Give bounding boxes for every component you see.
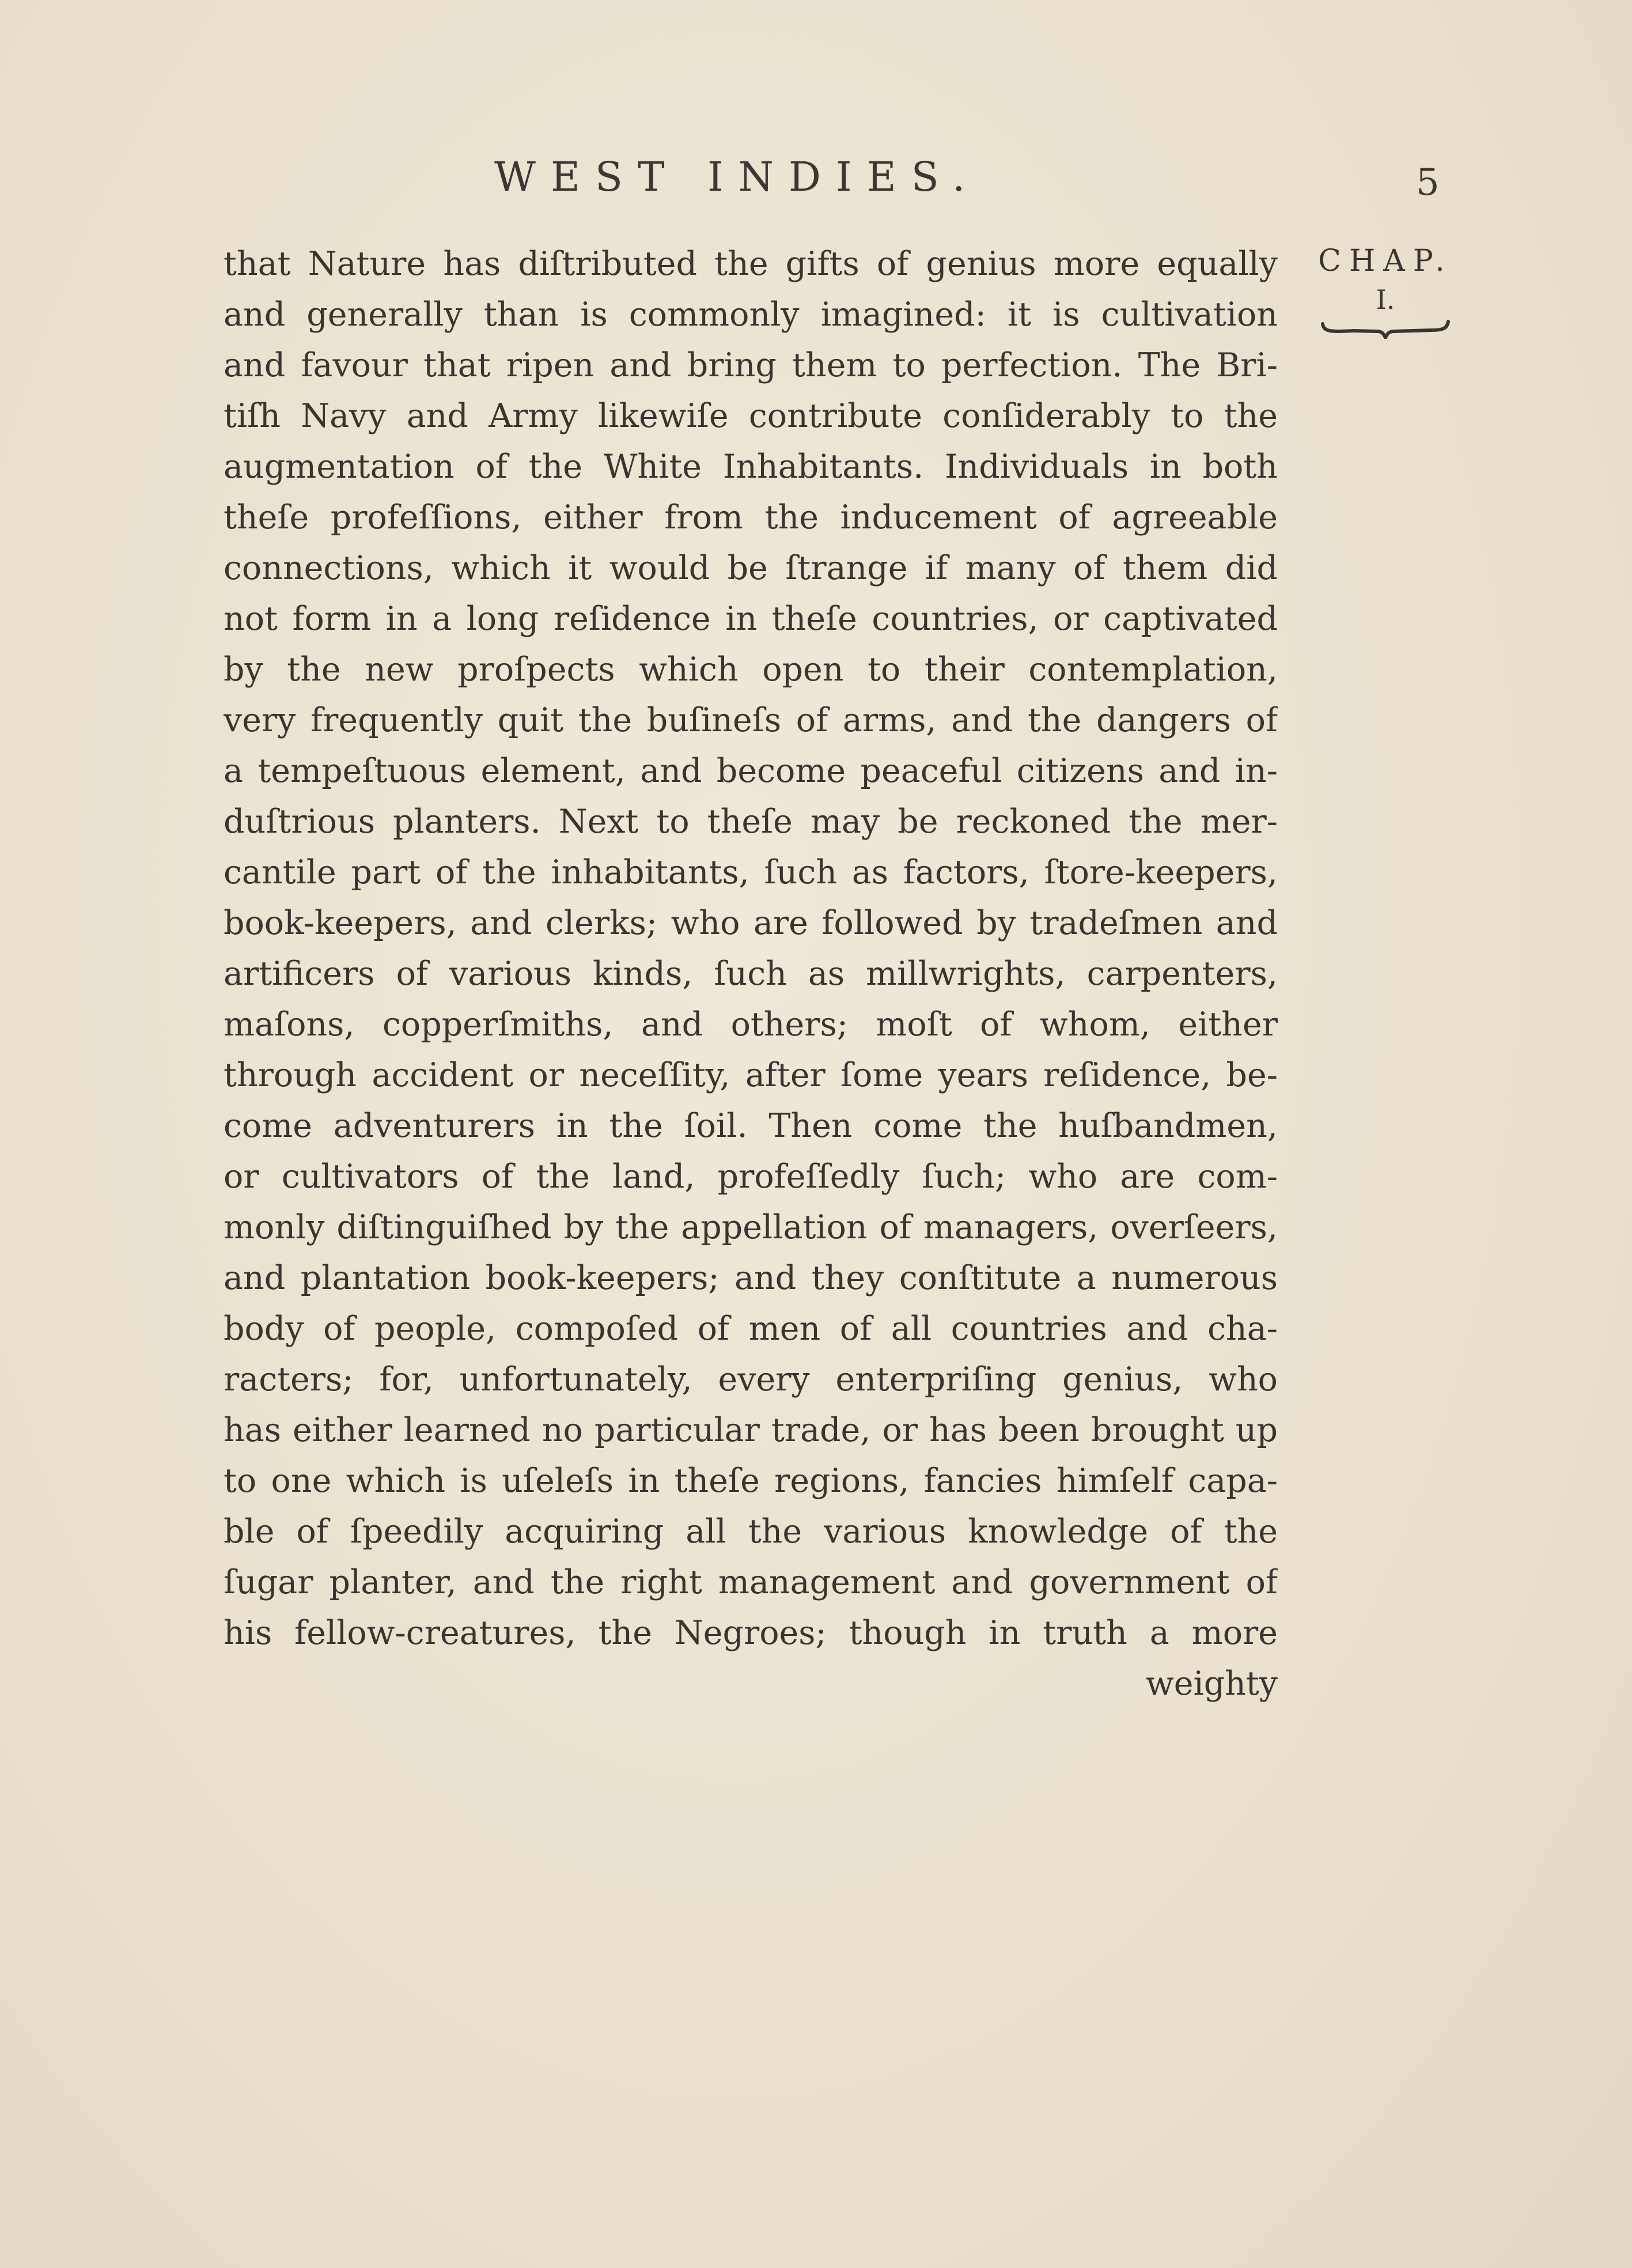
- text-line: book-keepers, and clerks; who are followed by tradeſmen and: [224, 904, 1278, 942]
- running-title: WEST INDIES.: [494, 153, 980, 201]
- text-line: to one which is uſeleſs in theſe regions, fancies himſelf capa-: [224, 1462, 1278, 1500]
- body-text: [224, 239, 1278, 1709]
- chapter-margin-note: [1313, 241, 1457, 339]
- text-line: maſons, copperſmiths, and others; moſt of whom, either: [224, 1006, 1278, 1044]
- text-line: cantile part of the inhabitants, ſuch as factors, ſtore-keepers,: [224, 853, 1278, 891]
- text-line: has either learned no particular trade, or has been brought up: [224, 1411, 1278, 1449]
- text-line: theſe profeſſions, either from the inducement of agreeable: [224, 498, 1278, 536]
- text-line: duſtrious planters. Next to theſe may be reckoned the mer-: [224, 803, 1278, 841]
- text-line: not form in a long reſidence in theſe countries, or captivated: [224, 600, 1278, 638]
- text-line: and plantation book-keepers; and they conſtitute a numerous: [224, 1259, 1278, 1297]
- page-number: 5: [1416, 161, 1440, 204]
- catchword: weighty: [1145, 1665, 1278, 1703]
- chapter-number: I.: [1376, 284, 1395, 315]
- text-line: and generally than is commonly imagined: it is cultivation: [224, 296, 1278, 334]
- text-line: very frequently quit the buſineſs of arms, and the dangers of: [224, 701, 1278, 739]
- text-line: monly diſtinguiſhed by the appellation of managers, overſeers,: [224, 1208, 1278, 1246]
- text-line: that Nature has diſtributed the gifts of genius more equally: [224, 245, 1278, 283]
- text-line: by the new proſpects which open to their contemplation,: [224, 651, 1278, 689]
- brace-ornament-icon: [1319, 319, 1452, 339]
- text-line: and favour that ripen and bring them to perfection. The Bri-: [224, 346, 1278, 384]
- chapter-label: CHAP.: [1318, 244, 1453, 278]
- text-line: artificers of various kinds, ſuch as millwrights, carpenters,: [224, 955, 1278, 993]
- text-line: connections, which it would be ſtrange if many of them did: [224, 549, 1278, 587]
- text-line: a tempeſtuous element, and become peaceful citizens and in-: [224, 752, 1278, 790]
- text-line: racters; for, unfortunately, every enterpriſing genius, who: [224, 1360, 1278, 1398]
- text-line: ble of ſpeedily acquiring all the various knowledge of the: [224, 1513, 1278, 1551]
- text-line: his fellow-creatures, the Negroes; though in truth a more: [224, 1614, 1278, 1652]
- text-line: through accident or neceſſity, after ſome years reſidence, be-: [224, 1056, 1278, 1094]
- text-line: come adventurers in the ſoil. Then come the huſbandmen,: [224, 1107, 1278, 1145]
- text-line: or cultivators of the land, profeſſedly ſuch; who are com-: [224, 1158, 1278, 1196]
- text-line: augmentation of the White Inhabitants. Individuals in both: [224, 448, 1278, 486]
- text-line: ſugar planter, and the right management and government of: [224, 1563, 1278, 1601]
- text-line: body of people, compoſed of men of all countries and cha-: [224, 1310, 1278, 1348]
- text-line: tiſh Navy and Army likewiſe contribute conſiderably to the: [224, 397, 1278, 435]
